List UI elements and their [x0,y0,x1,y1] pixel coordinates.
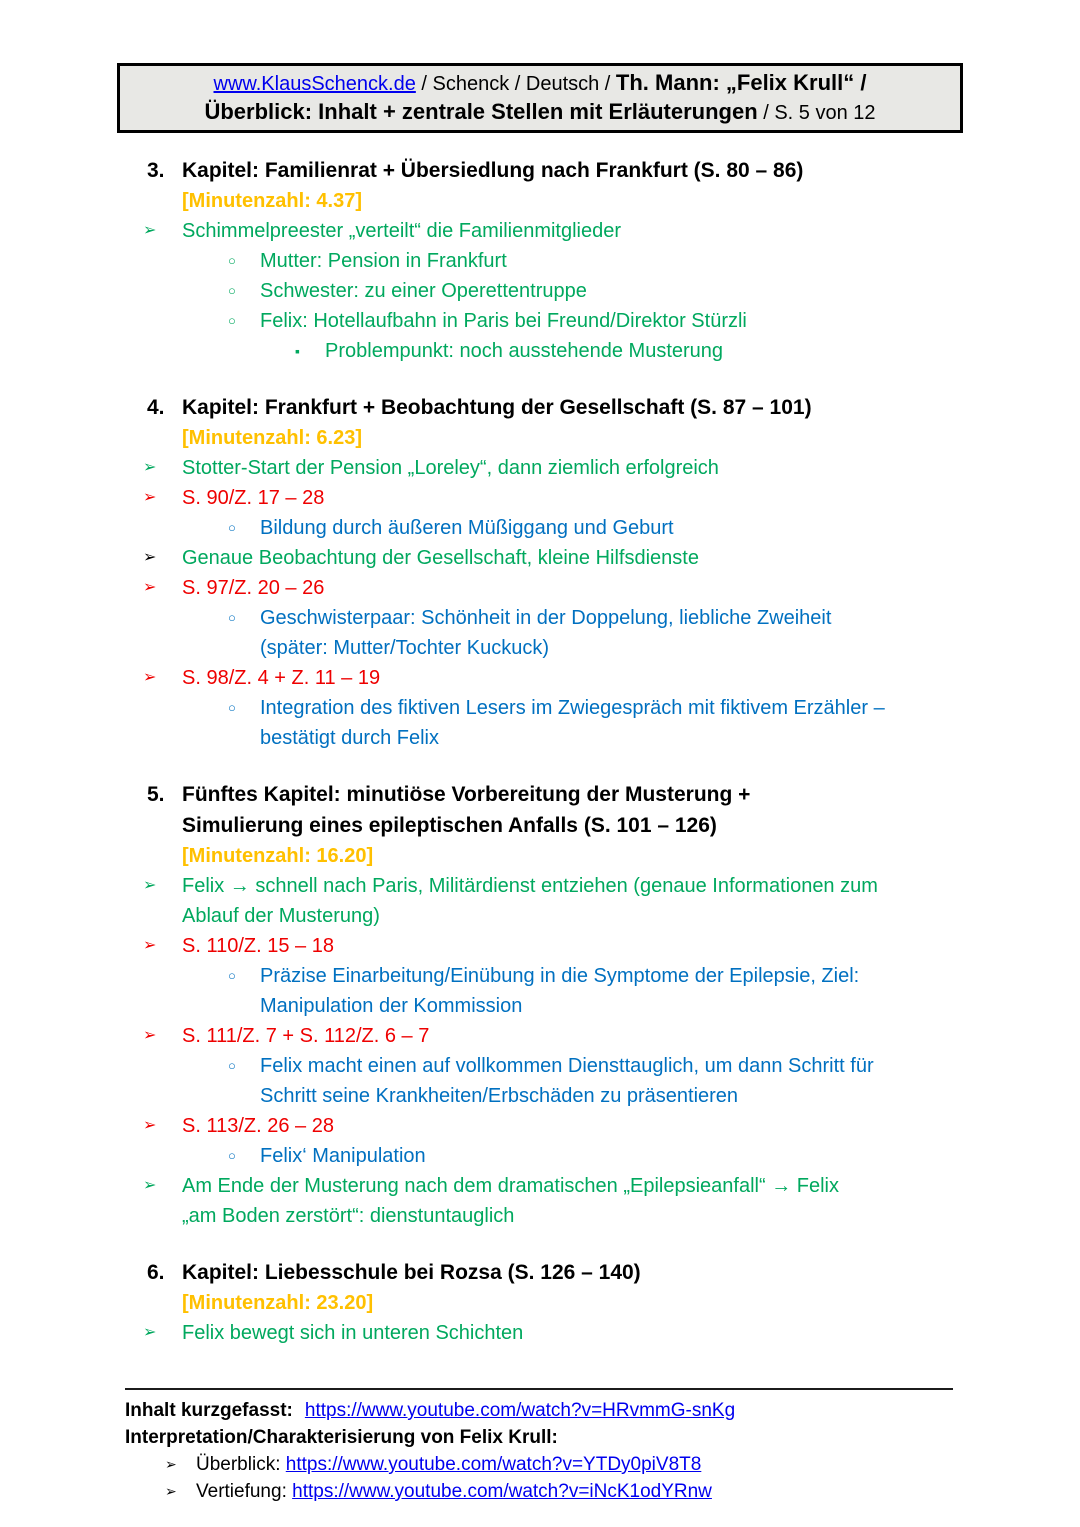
list-item [143,216,960,246]
arrow-bullet-icon: ➢ [143,1027,157,1044]
list-item [143,1021,960,1051]
arrow-bullet-icon: ➢ [143,1324,157,1341]
list-item [143,453,960,483]
list-item-text: Stotter-Start der Pension „Loreley“, dann ziemlich erfolgreich [182,457,719,479]
list-item-text: Felix → schnell nach Paris, Militärdienst entziehen (genaue Informationen zum Ablauf der Musterung) [182,875,878,927]
footer-divider [125,1388,953,1390]
list-item-text: Felix bewegt sich in unteren Schichten [182,1322,524,1344]
minutes-badge: [Minutenzahl: 16.20] [182,845,374,867]
footer-item-text [196,1451,701,1478]
list-item-text: Schwester: zu einer Operettentruppe [260,280,587,302]
chapter-3-title [143,155,960,186]
list-item-text: Felix macht einen auf vollkommen Diensttauglich, um dann Schritt für Schritt seine Krankheiten/Erbschäden zu präsentieren [260,1055,874,1107]
header-page-number: / S. 5 von 12 [757,102,876,124]
chapter-title-text: Fünftes Kapitel: minutiöse Vorbereitung der Musterung + Simulierung eines epileptischen Anfalls (S. 101 – 126) [182,783,751,837]
page-line-reference: S. 110/Z. 15 – 18 [182,935,334,957]
circle-bullet-icon: ○ [228,1058,236,1073]
chapter-number: 5. [147,783,165,806]
header-box [117,63,963,133]
page-line-reference: S. 98/Z. 4 + Z. 11 – 19 [182,667,381,689]
arrow-bullet-icon: ➢ [143,579,157,596]
list-item-text: Präzise Einarbeitung/Einübung in die Symptome der Epilepsie, Ziel: Manipulation der Kommission [260,965,860,1017]
list-item [143,603,960,663]
page-line-reference: S. 111/Z. 7 + S. 112/Z. 6 – 7 [182,1025,430,1047]
footer-line-interpretation [125,1424,955,1451]
circle-bullet-icon: ○ [228,968,236,983]
chapter-title-text: Kapitel: Familienrat + Übersiedlung nach Frankfurt (S. 80 – 86) [182,159,804,182]
chapter-number: 6. [147,1261,165,1284]
list-item [143,336,960,366]
list-item [143,931,960,961]
arrow-bullet-icon: ➢ [143,459,157,476]
section-chapter-6 [143,1257,960,1348]
chapter-title-text: Kapitel: Liebesschule bei Rozsa (S. 126 – 140) [182,1261,641,1284]
minutes-badge: [Minutenzahl: 23.20] [182,1292,374,1314]
list-item-text: Bildung durch äußeren Müßiggang und Geburt [260,517,674,539]
list-item [143,1141,960,1171]
list-item [143,1111,960,1141]
youtube-link-vertiefung[interactable]: https://www.youtube.com/watch?v=iNcK1odYRnw [292,1481,712,1502]
list-item [143,1051,960,1111]
chapter-title-text: Kapitel: Frankfurt + Beobachtung der Gesellschaft (S. 87 – 101) [182,396,812,419]
list-item-text: Problempunkt: noch ausstehende Musterung [325,340,724,362]
arrow-bullet-icon: ➢ [143,1177,157,1194]
circle-bullet-icon: ○ [228,520,236,535]
list-item [143,1318,960,1348]
chapter-overview-list [143,155,960,1348]
page-line-reference: S. 97/Z. 20 – 26 [182,577,325,599]
header-breadcrumb: / Schenck / Deutsch / [415,73,616,95]
section-chapter-4 [143,392,960,753]
square-bullet-icon: ▪ [295,343,300,359]
list-item [143,663,960,693]
circle-bullet-icon: ○ [228,610,236,625]
arrow-bullet-icon: ➢ [143,489,157,506]
arrow-bullet-icon: ➢ [143,222,157,239]
footer-list-item [125,1478,955,1505]
list-item [143,1171,960,1231]
chapter-5-title [143,779,960,841]
arrow-bullet-icon: ➢ [143,937,157,954]
chapter-number: 4. [147,396,165,419]
chapter-6-title [143,1257,960,1288]
list-item [143,246,960,276]
page-line-reference: S. 90/Z. 17 – 28 [182,487,325,509]
footer-label: Interpretation/Charakterisierung von Felix Krull: [125,1427,558,1448]
footer-list-item [125,1451,955,1478]
footer-item-label: Überblick: [196,1454,281,1475]
list-item-text: Genaue Beobachtung der Gesellschaft, kleine Hilfsdienste [182,547,699,569]
list-item [143,543,960,573]
page-footer [125,1388,955,1505]
circle-bullet-icon: ○ [228,700,236,715]
list-item [143,306,960,336]
list-item [143,276,960,306]
arrow-bullet-icon: ➢ [143,877,157,894]
minutes-badge: [Minutenzahl: 6.23] [182,427,363,449]
list-item [143,871,960,931]
list-item-text: Schimmelpreester „verteilt“ die Familienmitglieder [182,220,622,242]
header-line-2 [128,98,952,127]
list-item-text: Geschwisterpaar: Schönheit in der Doppelung, liebliche Zweiheit (später: Mutter/Tochter Kuckuck) [260,607,832,659]
list-item [143,483,960,513]
header-subtitle: Überblick: Inhalt + zentrale Stellen mit Erläuterungen [204,99,758,124]
list-item-text: Mutter: Pension in Frankfurt [260,250,507,272]
section-chapter-5 [143,779,960,1231]
list-item-text: Integration des fiktiven Lesers im Zwiegespräch mit fiktivem Erzähler – bestätigt durch Felix [260,697,885,749]
circle-bullet-icon: ○ [228,253,236,268]
arrow-bullet-icon: ➢ [165,1456,177,1472]
list-item [143,513,960,543]
list-item [143,961,960,1021]
footer-line-inhalt [125,1397,955,1424]
arrow-bullet-icon: ➢ [143,669,157,686]
arrow-bullet-icon: ➢ [143,549,157,566]
chapter-number: 3. [147,159,165,182]
footer-item-label: Vertiefung: [196,1481,287,1502]
page-line-reference: S. 113/Z. 26 – 28 [182,1115,334,1137]
arrow-bullet-icon: ➢ [143,1117,157,1134]
chapter-4-title [143,392,960,423]
section-chapter-3 [143,155,960,366]
header-work-title: Th. Mann: „Felix Krull“ / [615,70,867,95]
list-item-text: Felix‘ Manipulation [260,1145,426,1167]
youtube-link-ueberblick[interactable]: https://www.youtube.com/watch?v=YTDy0piV8T8 [285,1454,702,1475]
footer-label: Inhalt kurzgefasst: [125,1400,293,1421]
list-item-text: Felix: Hotellaufbahn in Paris bei Freund/Direktor Stürzli [260,310,747,332]
list-item [143,573,960,603]
header-site-link[interactable]: www.KlausSchenck.de [213,73,416,95]
header-line-1 [128,69,952,98]
arrow-bullet-icon: ➢ [165,1483,177,1499]
circle-bullet-icon: ○ [228,1148,236,1163]
youtube-link-inhalt[interactable]: https://www.youtube.com/watch?v=HRvmmG-snKg [304,1400,736,1421]
footer-item-text [196,1478,712,1505]
circle-bullet-icon: ○ [228,313,236,328]
list-item-text: Am Ende der Musterung nach dem dramatischen „Epilepsieanfall“ → Felix „am Boden zerstört“: dienstuntauglich [182,1175,839,1227]
minutes-badge: [Minutenzahl: 4.37] [182,190,363,212]
list-item [143,693,960,753]
circle-bullet-icon: ○ [228,283,236,298]
